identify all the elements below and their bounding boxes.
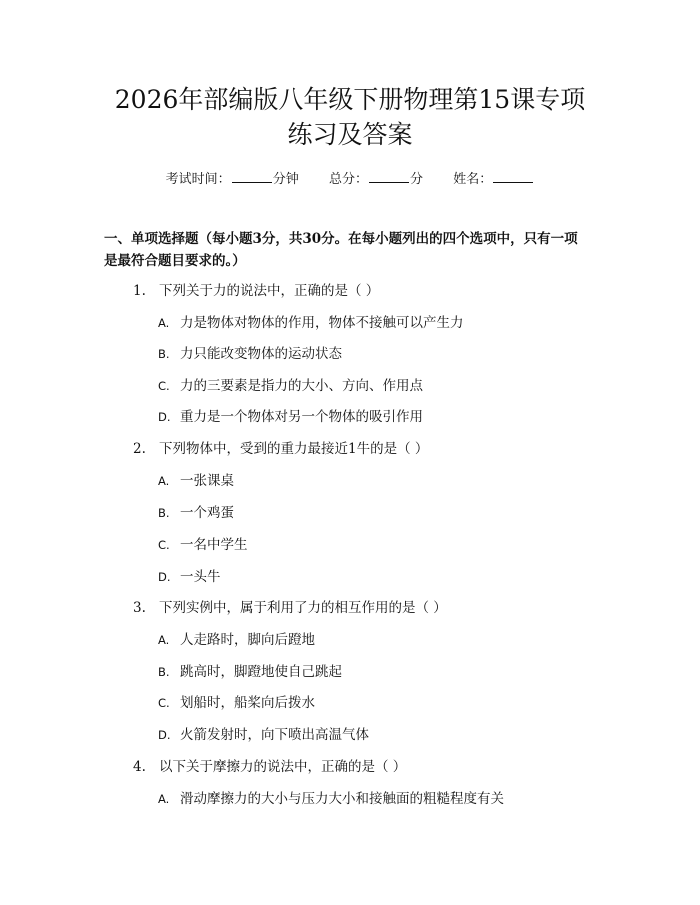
option-2d: D. 一头牛 xyxy=(158,569,221,585)
option-1c: C. 力的三要素是指力的大小、方向、作用点 xyxy=(158,378,423,394)
option-1a: A. 力是物体对物体的作用，物体不接触可以产生力 xyxy=(158,315,464,331)
option-1d: D. 重力是一个物体对另一个物体的吸引作用 xyxy=(158,409,423,425)
question-text: 下列实例中，属于利用了力的相互作用的是（ ） xyxy=(159,600,447,616)
question-4 xyxy=(133,758,406,776)
name-blank xyxy=(493,170,533,183)
time-label: 考试时间： xyxy=(165,172,231,187)
question-2 xyxy=(133,440,428,458)
time-unit: 分钟 xyxy=(272,172,299,187)
option-3a: A. 人走路时，脚向后蹬地 xyxy=(158,632,315,648)
question-number: 1. xyxy=(133,283,146,299)
option-3b: B. 跳高时，脚蹬地使自己跳起 xyxy=(158,664,342,680)
question-3 xyxy=(133,599,447,617)
time-blank xyxy=(232,170,272,183)
document-title-line2: 练习及答案 xyxy=(287,120,413,149)
option-3d: D. 火箭发射时，向下喷出高温气体 xyxy=(158,727,369,743)
option-2b: B. 一个鸡蛋 xyxy=(158,505,234,521)
question-number: 4. xyxy=(133,759,146,775)
score-unit: 分 xyxy=(410,172,424,187)
document-title-line1: 2026年部编版八年级下册物理第15课专项 xyxy=(114,85,586,114)
option-3c: C. 划船时，船桨向后拨水 xyxy=(158,695,315,711)
question-number: 3. xyxy=(133,600,146,616)
option-1b: B. 力只能改变物体的运动状态 xyxy=(158,346,342,362)
name-label: 姓名： xyxy=(453,172,493,187)
exam-meta xyxy=(0,170,700,188)
option-2a: A. 一张课桌 xyxy=(158,473,234,489)
section-heading-line2: 是最符合题目要求的。） xyxy=(104,253,246,269)
score-blank xyxy=(369,170,409,183)
question-text: 下列关于力的说法中，正确的是（ ） xyxy=(159,283,380,299)
score-label: 总分： xyxy=(328,172,368,187)
question-text: 以下关于摩擦力的说法中，正确的是（ ） xyxy=(159,759,407,775)
option-4a: A. 滑动摩擦力的大小与压力大小和接触面的粗糙程度有关 xyxy=(158,791,504,807)
question-text: 下列物体中，受到的重力最接近1牛的是（ ） xyxy=(159,441,429,457)
question-1 xyxy=(133,282,379,300)
question-number: 2. xyxy=(133,441,146,457)
option-2c: C. 一名中学生 xyxy=(158,537,248,553)
section-heading-line1: 一、单项选择题（每小题3分，共30分。在每小题列出的四个选项中，只有一项 xyxy=(104,231,578,247)
